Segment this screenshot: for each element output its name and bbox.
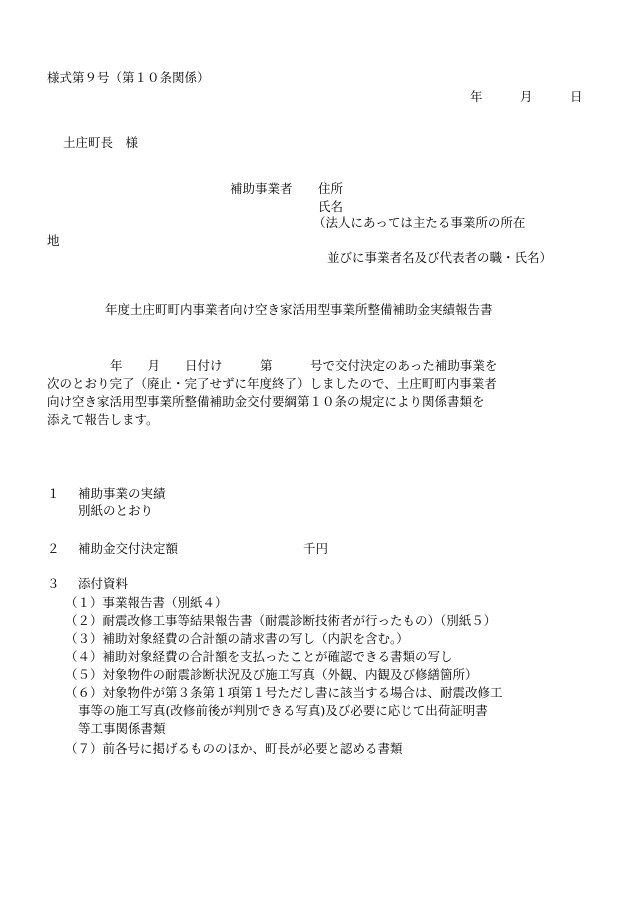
- attachment-item-5: （５）対象物件の耐震診断状況及び施工写真（外観、内観及び修繕箇所）: [65, 667, 478, 682]
- attachment-item-3: （３）補助対象経費の合計額の請求書の写し（内訳を含む。）: [65, 631, 409, 646]
- address-label: 住所: [318, 181, 344, 196]
- section-3-number: ３: [47, 576, 60, 591]
- body-line-2: 次のとおり完了（廃止・完了せずに年度終了）しましたので、土庄町町内事業者: [47, 376, 497, 391]
- addressee: 土庄町長 様: [63, 135, 139, 150]
- body-line-1: 年 月 日付け 第 号で交付決定のあった補助事業を: [110, 358, 498, 373]
- body-line-4: 添えて報告します。: [47, 412, 159, 427]
- attachment-item-4: （４）補助対象経費の合計額を支払ったことが確認できる書類の写し: [65, 649, 453, 664]
- attachment-item-2: （２）耐震改修工事等結果報告書（耐震診断技術者が行ったもの）（別紙５）: [65, 613, 497, 628]
- form-number: 様式第９号（第１０条関係）: [47, 70, 210, 85]
- section-2-number: ２: [47, 541, 60, 556]
- section-2-amount: 千円: [303, 541, 329, 556]
- section-2-title: 補助金交付決定額: [78, 541, 179, 556]
- section-1-title: 補助事業の実績: [78, 486, 166, 501]
- section-3-title: 添付資料: [78, 576, 129, 591]
- document-title: 年度土庄町町内事業者向け空き家活用型事業所整備補助金実績報告書: [105, 302, 493, 317]
- attachment-item-7: （７）前各号に掲げるもののほか、町長が必要と認める書類: [65, 741, 403, 756]
- name-label: 氏名: [318, 199, 344, 214]
- section-1-detail: 別紙のとおり: [78, 503, 154, 518]
- attachment-item-6-cont-2: 等工事関係書類: [78, 721, 166, 736]
- attachment-item-1: （１）事業報告書（別紙４）: [65, 595, 228, 610]
- corporate-note-wrap: 地: [47, 233, 60, 248]
- attachment-item-6: （６）対象物件が第３条第１項第１号ただし書に該当する場合は、耐震改修工: [65, 685, 503, 700]
- date-line: 年 月 日: [470, 89, 583, 104]
- applicant-role: 補助事業者: [230, 181, 293, 196]
- corporate-note-2: 並びに事業者名及び代表者の職・氏名）: [327, 250, 553, 265]
- corporate-note-1: （法人にあっては主たる事業所の所在: [313, 215, 526, 230]
- section-1-number: １: [47, 486, 60, 501]
- attachment-item-6-cont-1: 事等の施工写真(改修前後が判別できる写真)及び必要に応じて出荷証明書: [78, 703, 488, 718]
- body-line-3: 向け空き家活用型事業所整備補助金交付要綱第１０条の規定により関係書類を: [47, 394, 485, 409]
